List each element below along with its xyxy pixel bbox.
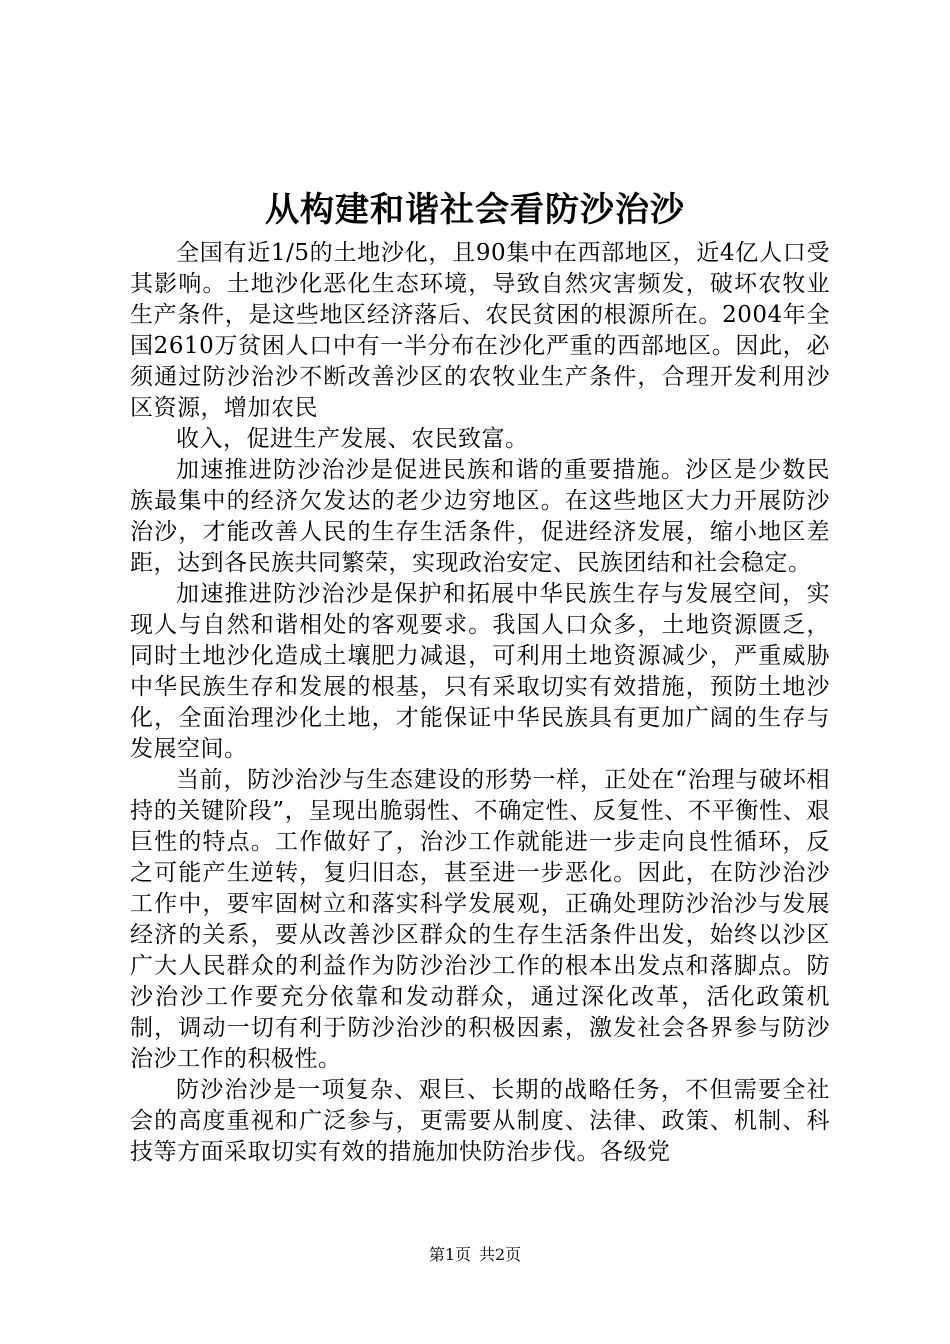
document-body [130,238,830,1168]
paragraph: 当前，防沙治沙与生态建设的形势一样，正处在“治理与破坏相持的关键阶段”，呈现出脆弱性、不确定性、反复性、不平衡性、艰巨性的特点。工作做好了，治沙工作就能进一步走向良性循环，反之可能产生逆转，复归旧态，甚至进一步恶化。因此，在防沙治沙工作中，要牢固树立和落实科学发展观，正确处理防沙治沙与发展经济的关系，要从改善沙区群众的生存生活条件出发，始终以沙区广大人民群众的利益作为防沙治沙工作的根本出发点和落脚点。防沙治沙工作要充分依靠和发动群众，通过深化改革，活化政策机制，调动一切有利于防沙治沙的积极因素，激发社会各界参与防沙治沙工作的积极性。 [130,767,830,1072]
page-footer [0,1244,950,1266]
paragraph: 全国有近1/5的土地沙化，且90集中在西部地区，近4亿人口受其影响。土地沙化恶化生态环境，导致自然灾害频发，破坏农牧业生产条件，是这些地区经济落后、农民贫困的根源所在。2004年全国2610万贫困人口中有一半分布在沙化严重的西部地区。因此，必须通过防沙治沙不断改善沙区的农牧业生产条件，合理开发利用沙区资源，增加农民 [130,240,830,421]
document-title: 从构建和谐社会看防沙治沙 [265,190,685,230]
page-number-total: 共2页 [479,1245,522,1264]
paragraph: 收入，促进生产发展、农民致富。 [176,426,529,452]
paragraph: 防沙治沙是一项复杂、艰巨、长期的战略任务，不但需要全社会的高度重视和广泛参与，更需要从制度、法律、政策、机制、科技等方面采取切实有效的措施加快防治步伐。各级党 [130,1077,830,1165]
paragraph: 加速推进防沙治沙是促进民族和谐的重要措施。沙区是少数民族最集中的经济欠发达的老少边穷地区。在这些地区大力开展防沙治沙，才能改善人民的生存生活条件，促进经济发展，缩小地区差距，达到各民族共同繁荣，实现政治安定、民族团结和社会稳定。 [130,457,830,576]
paragraph: 加速推进防沙治沙是保护和拓展中华民族生存与发展空间，实现人与自然和谐相处的客观要求。我国人口众多，土地资源匮乏，同时土地沙化造成土壤肥力减退，可利用土地资源减少，严重威胁中华民族生存和发展的根基，只有采取切实有效措施，预防土地沙化，全面治理沙化土地，才能保证中华民族具有更加广阔的生存与发展空间。 [130,581,830,762]
page-number-current: 第1页 [428,1245,471,1264]
